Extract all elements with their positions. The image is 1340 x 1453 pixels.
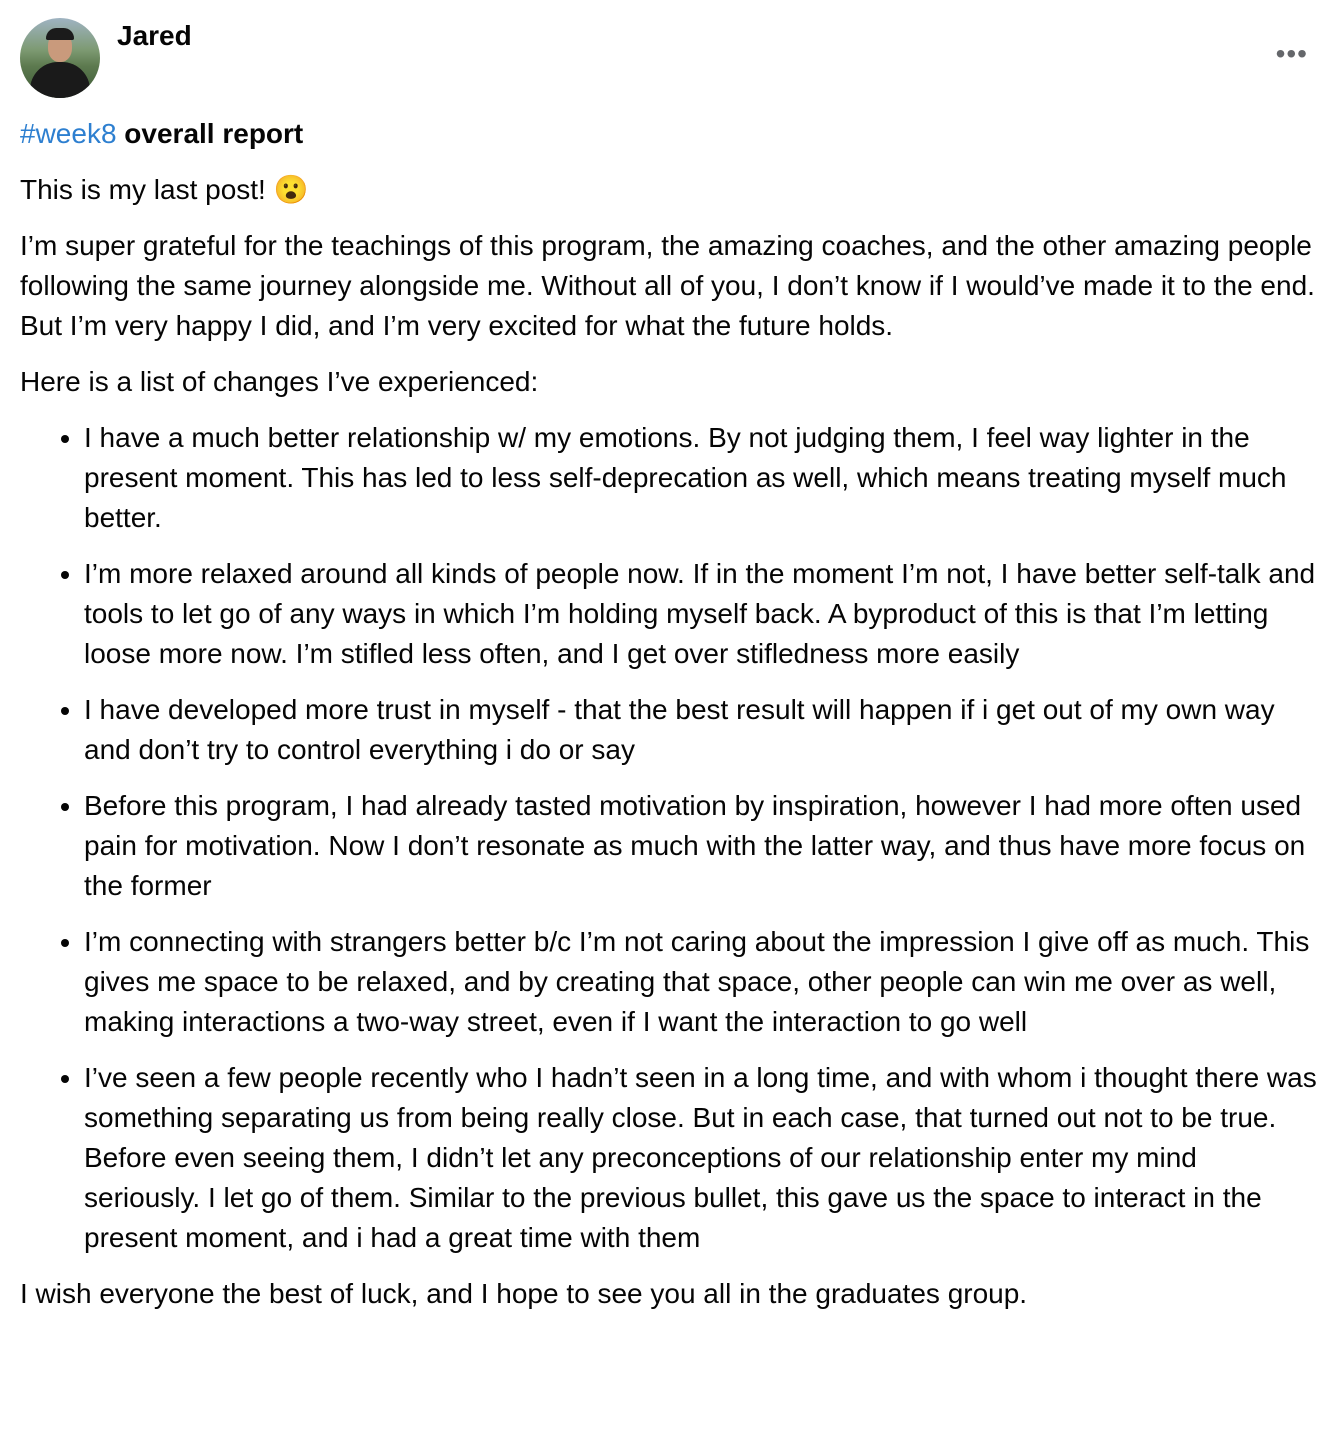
title-text: overall report xyxy=(116,118,304,149)
post-title xyxy=(20,114,1320,154)
avatar[interactable] xyxy=(20,18,100,98)
astonished-emoji-icon: 😮 xyxy=(273,174,309,205)
closing-text: I wish everyone the best of luck, and I hope to see you all in the graduates group. xyxy=(20,1278,1028,1309)
list-item: • I have a much better relationship w/ my emotions. By not judging them, I feel way lighter in the present moment. This has led to less self-deprecation as well, which means treating myself much better. xyxy=(84,418,1320,538)
hashtag-link[interactable]: #week8 xyxy=(20,118,117,149)
post-content xyxy=(20,114,1320,1330)
list-item: • Before this program, I had already tasted motivation by inspiration, however I had more often used pain for motivation. Now I don’t resonate as much with the latter way, and thus have more focus on the former xyxy=(84,786,1320,906)
more-options-icon[interactable]: ••• xyxy=(1275,38,1308,69)
intro-label: This is my last post! xyxy=(20,174,274,205)
list-item: • I’ve seen a few people recently who I hadn’t seen in a long time, and with whom i thought there was something separating us from being really close. But in each case, that turned out not to be true. Before even seeing them, I didn’t let any preconceptions of our relationship enter my mind seriously. I let go of them. Similar to the previous bullet, this gave us the space to interact in the present moment, and i had a great time with them xyxy=(84,1058,1320,1258)
body-paragraph: I’m super grateful for the teachings of this program, the amazing coaches, and the other amazing people following the same journey alongside me. Without all of you, I don’t know if I would’ve made it to the end. But I’m very happy I did, and I’m very excited for what the future holds. xyxy=(20,230,1315,341)
list-item: • I’m more relaxed around all kinds of people now. If in the moment I’m not, I have better self-talk and tools to let go of any ways in which I’m holding myself back. A byproduct of this is that I’m letting loose more now. I’m stifled less often, and I get over stifledness more easily xyxy=(84,554,1320,674)
author-name[interactable]: Jared xyxy=(117,20,192,51)
list-intro: Here is a list of changes I’ve experienced: xyxy=(20,366,539,397)
changes-list xyxy=(20,418,1320,1258)
intro-text xyxy=(20,170,1320,210)
list-item: • I have developed more trust in myself - that the best result will happen if i get out of my own way and don’t try to control everything i do or say xyxy=(84,690,1320,770)
list-item: • I’m connecting with strangers better b/c I’m not caring about the impression I give off as much. This gives me space to be relaxed, and by creating that space, other people can win me over as well, making interactions a two-way street, even if I want the interaction to go well xyxy=(84,922,1320,1042)
